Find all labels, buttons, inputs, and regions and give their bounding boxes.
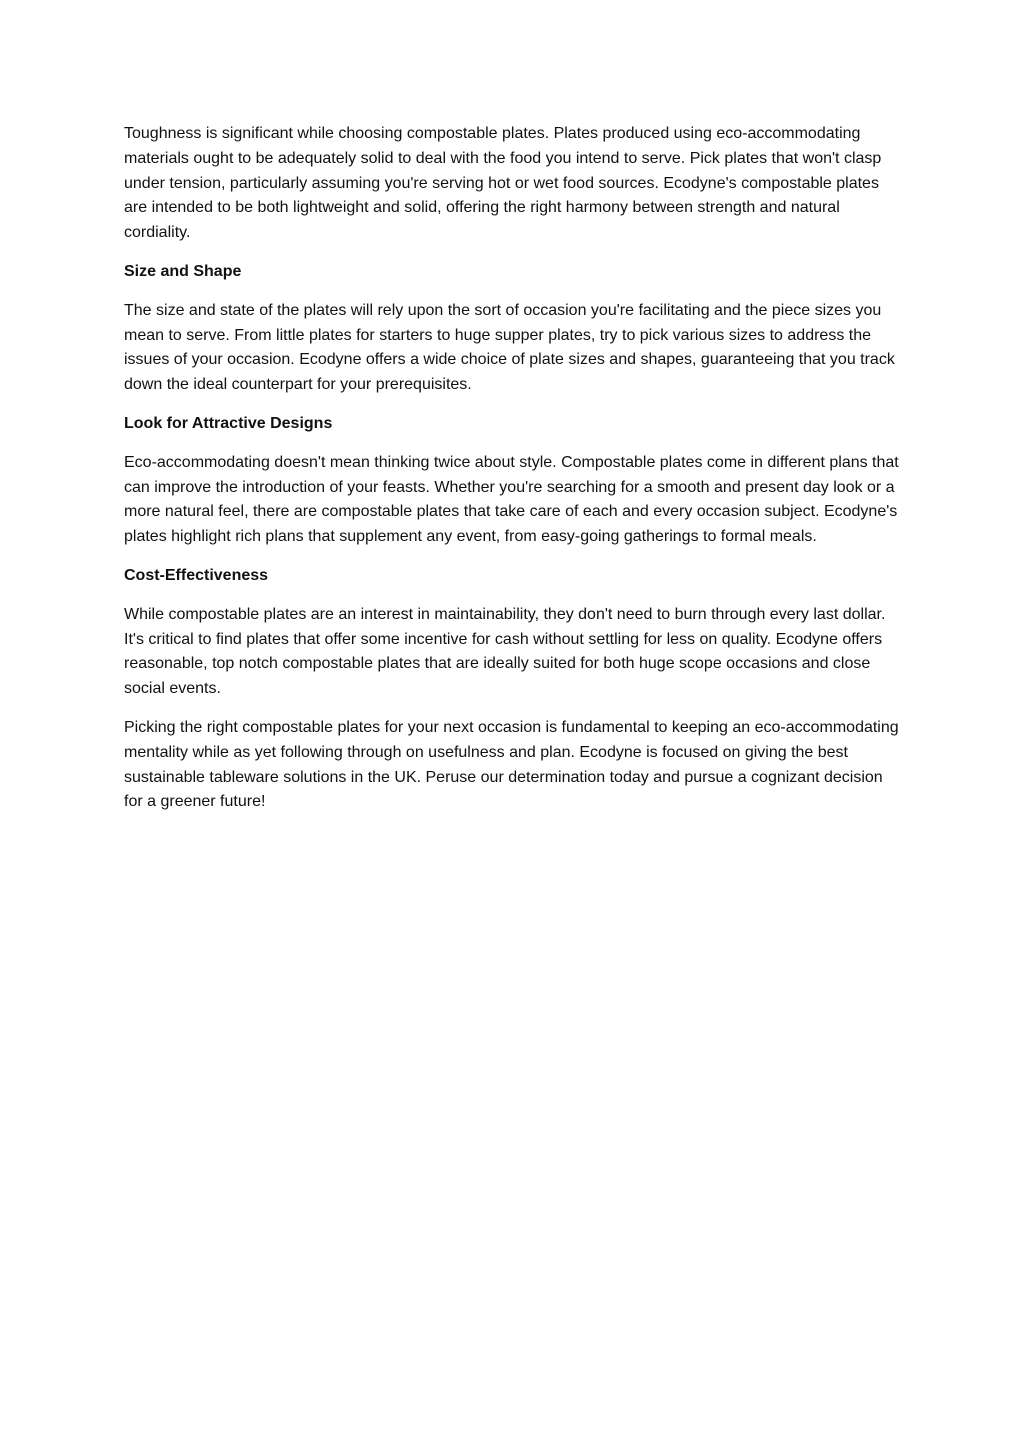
heading-attractive-designs: Look for Attractive Designs [124,414,333,432]
paragraph-attractive-designs: Eco-accommodating doesn't mean thinking twice about style. Compostable plates come in different plans that can improve the introduction of your feasts. Whether you're searching for a smooth and present day look or a more natural feel, there are compostable plates that take care of each and every occasion subject. Ecodyne's plates highlight rich plans that supplement any event, from easy-going gatherings to formal meals. [124,453,899,546]
paragraph-toughness: Toughness is significant while choosing compostable plates. Plates produced using eco-accommodating materials ought to be adequately solid to deal with the food you intend to serve. Pick plates that won't clasp under tension, particularly assuming you're serving hot or wet food sources. Ecodyne's compostable plates are intended to be both lightweight and solid, offering the right harmony between strength and natural cordiality. [124,125,882,242]
paragraph-size-and-shape: The size and state of the plates will rely upon the sort of occasion you're facilitating and the piece sizes you mean to serve. From little plates for starters to huge supper plates, try to pick various sizes to address the issues of your occasion. Ecodyne offers a wide choice of plate sizes and shapes, guaranteeing that you track down the ideal counterpart for your prerequisites. [124,301,895,394]
heading-cost-effectiveness: Cost-Effectiveness [124,566,269,584]
heading-size-and-shape: Size and Shape [124,262,242,280]
document-page [124,122,904,829]
paragraph-conclusion: Picking the right compostable plates for your next occasion is fundamental to keeping an eco-accommodating mentality while as yet following through on usefulness and plan. Ecodyne is focused on giving the best sustainable tableware solutions in the UK. Peruse our determination today and pursue a cognizant decision for a greener future! [124,718,899,811]
paragraph-cost-effectiveness: While compostable plates are an interest in maintainability, they don't need to burn through every last dollar. It's critical to find plates that offer some incentive for cash without settling for less on quality. Ecodyne offers reasonable, top notch compostable plates that are ideally suited for both huge scope occasions and close social events. [124,605,886,698]
